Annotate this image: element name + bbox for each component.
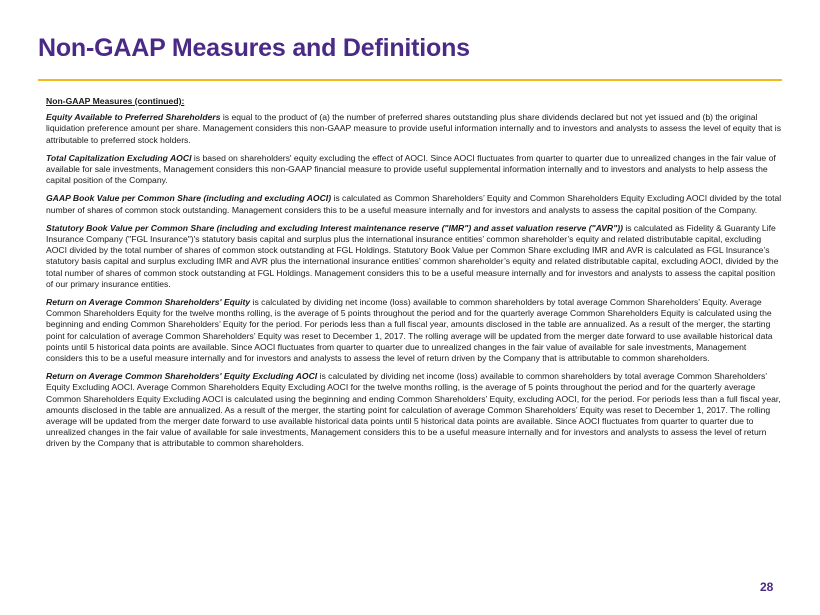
definition-text: is calculated by dividing net income (loss) available to common shareholders by total average Common Shareholders’ Equity. Average Common Shareholders Equity for the twelve months rolling, is the average of 5 points throughout the period and for the quarterly average Common Shareholders Equity is calculated using the beginning and ending Common Shareholders’ Equity for the period. For periods less than a full fiscal year, amounts disclosed in the table are annualized. As a result of the merger, the starting point for calculation of average Common Shareholders’ Equity was reset to December 1, 2017. The rolling average will be updated from the merger date forward to use available historical data points until 5 historical data points are available. Since AOCI fluctuates from quarter to quarter due to unrealized changes in the fair value of available for sale investments, Management considers this to be a useful measure internally and for investors and analysts to assess the level of return driven by the Company that is attributable to common shareholders.	[46, 297, 773, 364]
definition-term: Return on Average Common Shareholders' Equity	[46, 297, 251, 308]
definition-text: is equal to the product of (a) the number of preferred shares outstanding plus share dividends declared but not yet issued and (b) the original liquidation preference amount per share. Management considers this non-GAAP measure to provide useful information internally and to investors and analysts to assess the level of equity that is attributable to preferred stock holders.	[46, 112, 782, 145]
definition-paragraph	[46, 223, 782, 290]
definitions-body	[46, 96, 782, 457]
definition-term: Equity Available to Preferred Shareholders	[46, 112, 221, 123]
page-number: 28	[760, 580, 774, 594]
definition-term: Statutory Book Value per Common Share (including and excluding Interest maintenance reserve ("IMR") and asset valuation reserve ("AVR"))	[46, 222, 623, 233]
definition-paragraph	[46, 371, 782, 449]
title-divider	[38, 79, 782, 81]
definition-term: GAAP Book Value per Common Share (including and excluding AOCI)	[46, 193, 332, 204]
definition-paragraph	[46, 112, 782, 146]
definition-text: is calculated as Common Shareholders’ Equity and Common Shareholders Equity Excluding AOCI divided by the total number of shares of common stock outstanding. Management considers this to be a useful measure internally and for investors and analysts to assess the capital position of the Company.	[46, 193, 782, 215]
definition-text: is based on shareholders' equity excluding the effect of AOCI. Since AOCI fluctuates from quarter to quarter due to unrealized changes in the fair value of available for sale investments, Management considers this non-GAAP financial measure to provide useful supplemental information internally and to investors and analysts to help assess the capital position of the Company.	[46, 152, 776, 186]
definition-text: is calculated by dividing net income (loss) available to common shareholders by total average Common Shareholders’ Equity Excluding AOCI. Average Common Shareholders Equity Excluding AOCI for the twelve months rolling, is the average of 5 points throughout the period and for the quarterly average Common Shareholders Equity Excluding AOCI is calculated using the beginning and ending Common Shareholders’ Equity, excluding AOCI, for the period. For periods less than a full fiscal year, amounts disclosed in the table are annualized. As a result of the merger, the starting point for calculation of average Common Shareholders’ Equity was reset to December 1, 2017. The rolling average will be updated from the merger date forward to use available historical data points until 5 historical data points are available. Since AOCI fluctuates from quarter to quarter due to unrealized changes in the fair value of available for sale investments, Management considers this to be a useful measure internally and for investors and analysts to assess the level of return driven by the Company that is attributable to common shareholders.	[46, 371, 781, 449]
page-title: Non-GAAP Measures and Definitions	[38, 34, 470, 62]
definition-paragraph	[46, 153, 782, 187]
definition-text: is calculated as Fidelity & Guaranty Life Insurance Company ("FGL Insurance")'s statutory basis capital and surplus plus the international insurance entities’ common shareholder’s equity and related distributable capital, excluding AOCI divided by the total number of shares of common stock outstanding at FGL Holdings. Statutory Book Value per Common Share excluding IMR and AVR is calculated as FGL Insurance’s statutory basis capital and surplus excluding IMR and AVR plus the international insurance entities’ common shareholder’s equity and related distributable capital, excluding AOCI, divided by the total number of shares of common stock outstanding at FGL Holdings. Management considers this to be a useful measure internally and for investors and analysts to assess the capital position of our primary insurance entities.	[46, 222, 779, 289]
definition-term: Return on Average Common Shareholders' Equity Excluding AOCI	[46, 371, 318, 382]
definition-paragraph	[46, 297, 782, 364]
definition-paragraph	[46, 193, 782, 215]
section-heading: Non-GAAP Measures (continued):	[46, 96, 185, 106]
definition-term: Total Capitalization Excluding AOCI	[46, 152, 192, 163]
